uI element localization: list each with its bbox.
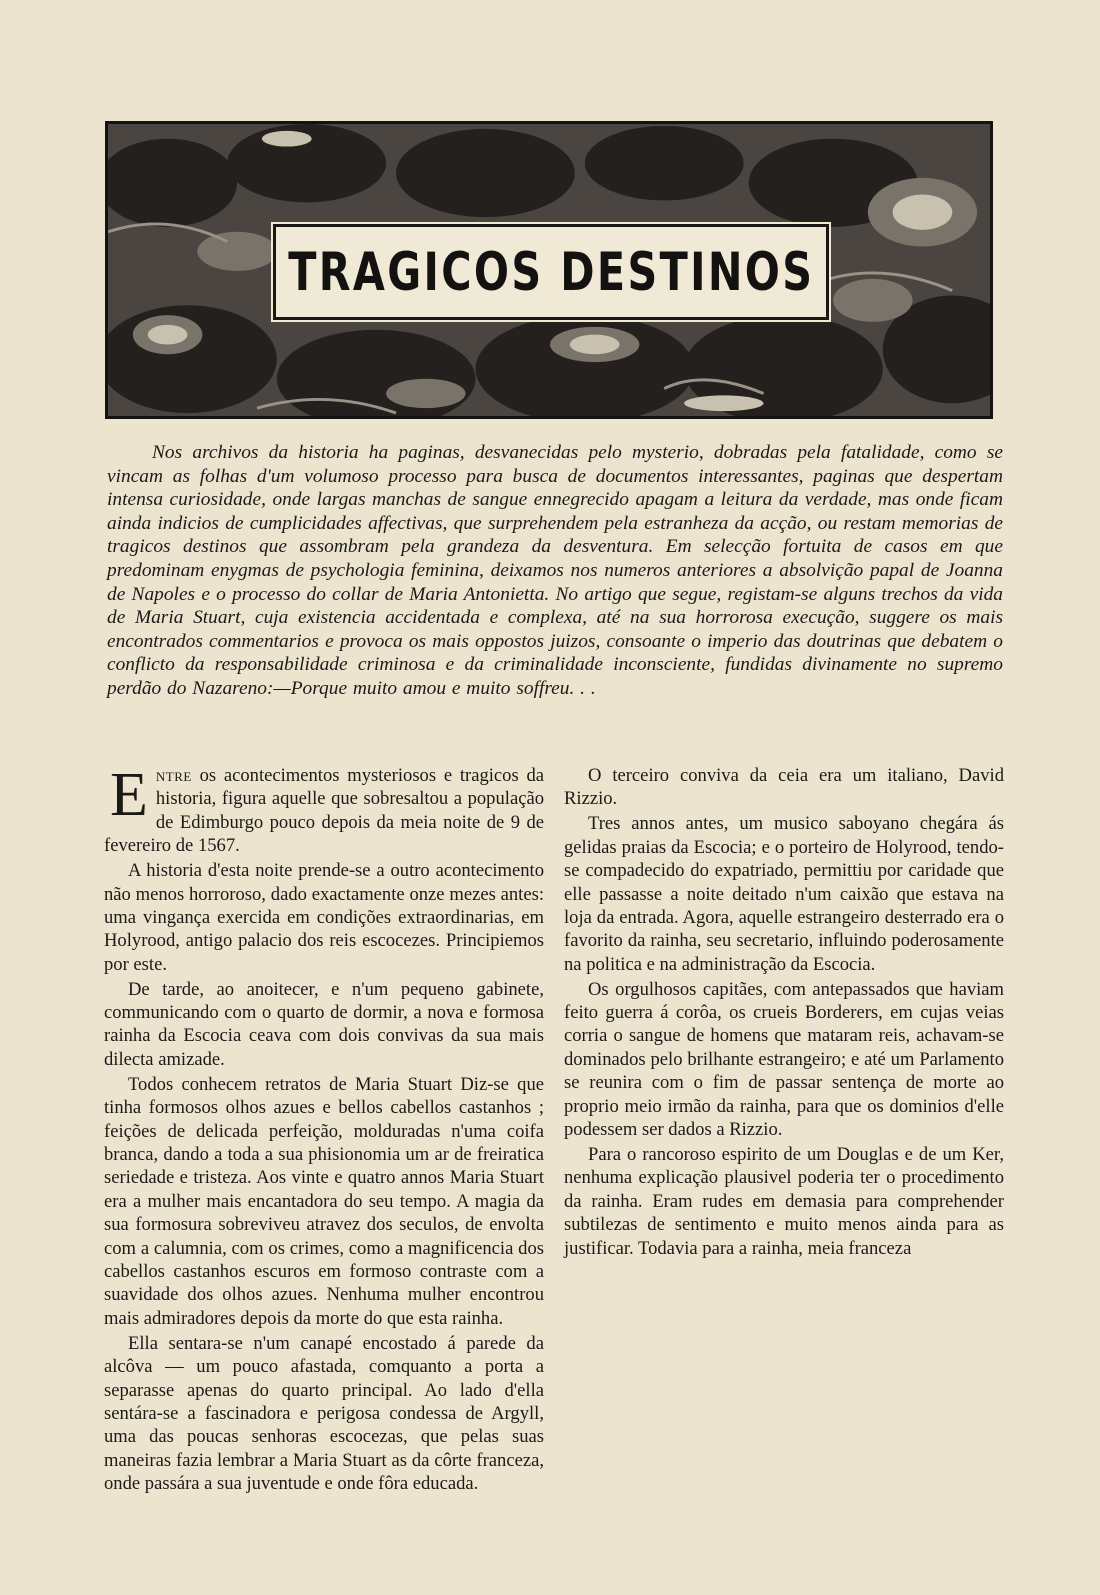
body-paragraph: De tarde, ao anoitecer, e n'um pequeno gabinete, communicando com o quarto de dormir, a nova e formosa rainha da Escocia ceava com dois convivas da sua mais dilecta amizade. xyxy=(104,978,544,1070)
body-paragraph: Para o rancoroso espirito de um Douglas e de um Ker, nenhuma explicação plausivel poderia ter o procedimento da rainha. Eram rudes em demasia para comprehender subtilezas de sentimento e muito menos ainda para as justificar. Todavia para a rainha, meia franceza xyxy=(564,1144,1004,1259)
body-paragraph: Ella sentara-se n'um canapé encostado á parede da alcôva — um pouco afastada, comquanto a porta a separasse apenas do quarto principal. Ao lado d'ella sentára-se a fascinadora e perigosa condessa de Argyll, uma das poucas senhoras escocezas, que pelas suas maneiras fazia lembrar a Maria Stuart as da côrte franceza, onde passára a sua juventude e onde fôra educada. xyxy=(104,1332,544,1495)
body-column-right xyxy=(564,764,1004,1262)
drop-cap: E xyxy=(110,761,148,829)
article-title: TRAGICOS DESTINOS xyxy=(287,241,815,303)
body-paragraph: Todos conhecem retratos de Maria Stuart Diz-se que tinha formosos olhos azues e bellos cabellos castanhos ; feições de delicada perfeição, molduradas n'uma coifa branca, dando a toda a sua phisionomia um ar de freiratica seriedade e tristeza. Aos vinte e quatro annos Maria Stuart era a mulher mais encantadora do seu tempo. A magia da sua formosura sobreviveu atravez dos seculos, de envolta com a calumnia, com os crimes, como a magnificencia dos cabellos castanhos escuros em formoso contraste com a suavidade dos olhos azues. Nenhuma mulher encontrou mais admiradores depois da morte do que esta rainha. xyxy=(104,1073,544,1329)
title-box xyxy=(273,224,829,320)
body-paragraph: Os orgulhosos capitães, com antepassados que haviam feito guerra á corôa, os crueis Borderers, em cujas veias corria o sangue de homens que mataram reis, achavam-se dominados pelo brilhante estrangeiro; e até um Parlamento se reunira com o fim de passar sentença de morte ao proprio meio irmão da rainha, para que os dominios d'elle podessem ser dados a Rizzio. xyxy=(564,978,1004,1141)
body-column-left xyxy=(104,761,544,1497)
body-paragraph: A historia d'esta noite prende-se a outro acontecimento não menos horroroso, dado exactamente onze mezes antes: uma vingança exercida em condições extraordinarias, em Holyrood, antigo palacio dos reis escocezes. Principiemos por este. xyxy=(104,860,544,975)
intro-paragraph: Nos archivos da historia ha paginas, desvanecidas pelo mysterio, dobradas pela fatalidade, como se vincam as folhas d'um volumoso processo para busca de documentos interessantes, paginas que despertam intensa curiosidade, onde largas manchas de sangue ennegrecido apagam a leitura da verdade, mas onde ficam ainda indicios de cumplicidades affectivas, que surprehendem pela estranheza da acção, ou restam memorias de tragicos destinos que assombram pela grandeza da desventura. Em selecção fortuita de casos em que predominam enygmas de psychologia feminina, deixamos nos numeros anteriores a absolvição papal de Joanna de Napoles e o processo do collar de Maria Antonietta. No artigo que segue, registam-se alguns trechos da vida de Maria Stuart, cuja existencia accidentada e complexa, até na sua horrorosa execução, suggere os mais encontrados commentarios e provoca os mais oppostos juizos, consoante o imperio das doutrinas que debatem o conflicto da responsabilidade criminosa e da criminalidade inconsciente, fundidas divinamente no supremo perdão do Nazareno:—Porque muito amou e muito soffreu. . . xyxy=(107,442,1003,699)
header-banner xyxy=(105,121,993,419)
body-paragraph: O terceiro conviva da ceia era um italiano, David Rizzio. xyxy=(564,765,1004,810)
paragraph-text: os acontecimentos mysteriosos e tragicos da historia, figura aquelle que sobresaltou a população de Edimburgo pouco depois da meia noite de 9 de fevereiro de 1567. xyxy=(104,765,544,857)
body-paragraph: Tres annos antes, um musico saboyano chegára ás gelidas praias da Escocia; e o porteiro de Holyrood, tendo-se compadecido do expatriado, permittiu por caridade que elle passasse a noite deitado n'um caixão que estava na loja da entrada. Agora, aquelle estrangeiro desterrado era o favorito da rainha, seu secretario, influindo poderosamente na politica e na administração da Escocia. xyxy=(564,813,1004,975)
smallcaps-lead: ntre xyxy=(155,765,192,786)
body-paragraph xyxy=(104,761,544,858)
